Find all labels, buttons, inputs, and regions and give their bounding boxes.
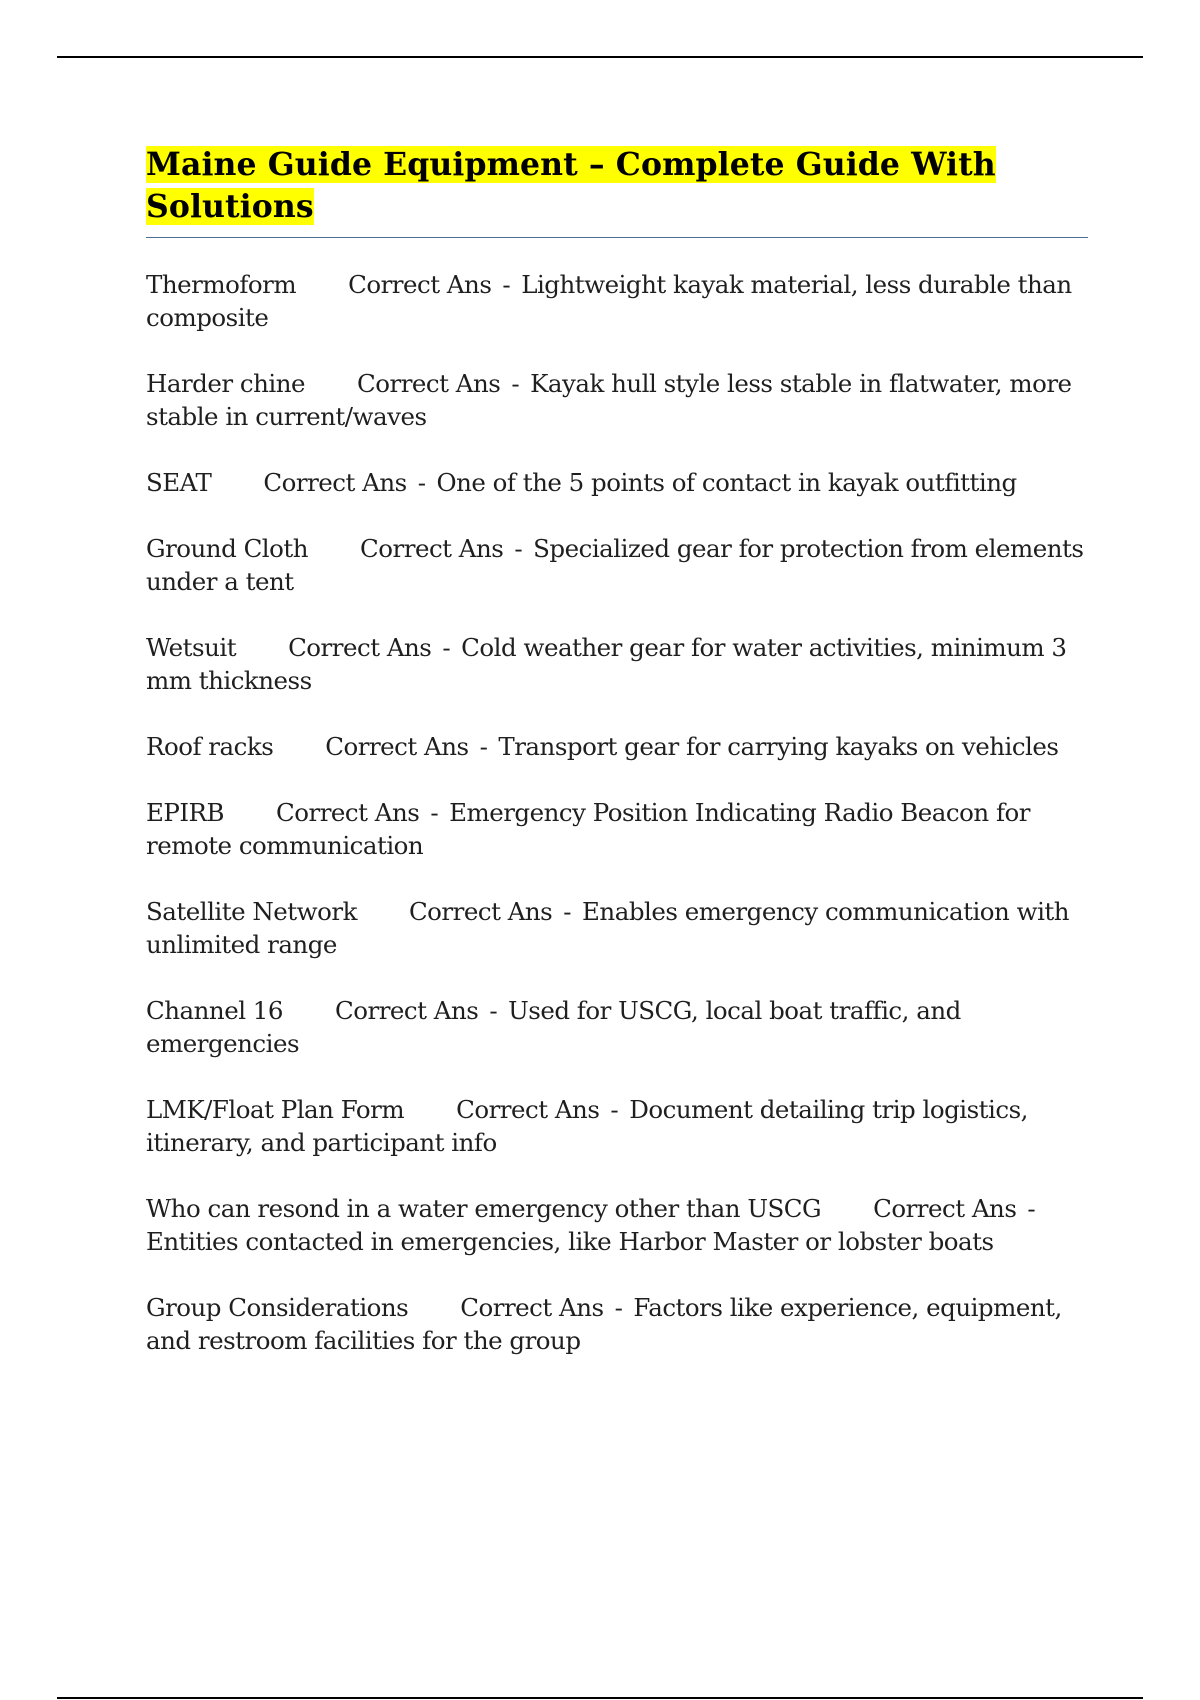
qa-list (146, 268, 1088, 1357)
definition: Transport gear for carrying kayaks on vehicles (498, 732, 1059, 761)
document-title-text: Maine Guide Equipment – Complete Guide With Solutions (146, 146, 996, 225)
answer-label: Correct Ans (360, 534, 504, 563)
answer-label: Correct Ans (356, 369, 501, 398)
answer-label: Correct Ans (325, 732, 469, 761)
term: Satellite Network (146, 897, 357, 926)
term: Group Considerations (146, 1293, 409, 1322)
answer-label: Correct Ans (408, 897, 553, 926)
answer-label: Correct Ans (276, 798, 420, 827)
separator: - (489, 996, 498, 1025)
separator: - (610, 1095, 619, 1124)
definition: Enables emergency communication with unlimited range (146, 897, 1070, 959)
term: Harder chine (146, 369, 305, 398)
separator: - (511, 369, 520, 398)
list-item (146, 268, 1088, 334)
definition: Lightweight kayak material, less durable than composite (146, 270, 1072, 332)
separator: - (514, 534, 523, 563)
term: Thermoform (146, 270, 297, 299)
separator: - (502, 270, 511, 299)
definition: Entities contacted in emergencies, like Harbor Master or lobster boats (146, 1227, 994, 1256)
term: Channel 16 (146, 996, 283, 1025)
header-rule (57, 56, 1143, 58)
definition: Factors like experience, equipment, and restroom facilities for the group (146, 1293, 1062, 1355)
definition: Kayak hull style less stable in flatwater, more stable in current/waves (146, 369, 1072, 431)
separator: - (430, 798, 439, 827)
list-item (146, 895, 1088, 961)
footer-rule (57, 1697, 1143, 1699)
term: Wetsuit (146, 633, 237, 662)
answer-label: Correct Ans (263, 468, 407, 497)
document-body (146, 144, 1088, 1390)
title-block (146, 144, 1088, 238)
term: LMK/Float Plan Form (146, 1095, 405, 1124)
list-item (146, 1291, 1088, 1357)
answer-label: Correct Ans (873, 1194, 1017, 1223)
separator: - (479, 732, 488, 761)
list-item (146, 466, 1088, 499)
answer-label: Correct Ans (335, 996, 479, 1025)
list-item (146, 796, 1088, 862)
answer-label: Correct Ans (456, 1095, 600, 1124)
term: SEAT (146, 468, 212, 497)
list-item (146, 1192, 1088, 1258)
answer-label: Correct Ans (460, 1293, 604, 1322)
list-item (146, 367, 1088, 433)
list-item (146, 730, 1088, 763)
list-item (146, 532, 1088, 598)
definition: Document detailing trip logistics, itinerary, and participant info (146, 1095, 1028, 1157)
definition: Used for USCG, local boat traffic, and emergencies (146, 996, 961, 1058)
list-item (146, 1093, 1088, 1159)
term: Roof racks (146, 732, 274, 761)
definition: Emergency Position Indicating Radio Beacon for remote communication (146, 798, 1030, 860)
term: Ground Cloth (146, 534, 309, 563)
separator: - (417, 468, 426, 497)
definition: One of the 5 points of contact in kayak outfitting (436, 468, 1017, 497)
separator: - (442, 633, 451, 662)
term: Who can resond in a water emergency other than USCG (146, 1194, 822, 1223)
definition: Cold weather gear for water activities, minimum 3 mm thickness (146, 633, 1067, 695)
definition: Specialized gear for protection from elements under a tent (146, 534, 1084, 596)
document-title (146, 144, 1088, 228)
separator: - (1027, 1194, 1036, 1223)
list-item (146, 631, 1088, 697)
answer-label: Correct Ans (288, 633, 432, 662)
separator: - (614, 1293, 623, 1322)
answer-label: Correct Ans (348, 270, 492, 299)
list-item (146, 994, 1088, 1060)
separator: - (563, 897, 572, 926)
term: EPIRB (146, 798, 224, 827)
